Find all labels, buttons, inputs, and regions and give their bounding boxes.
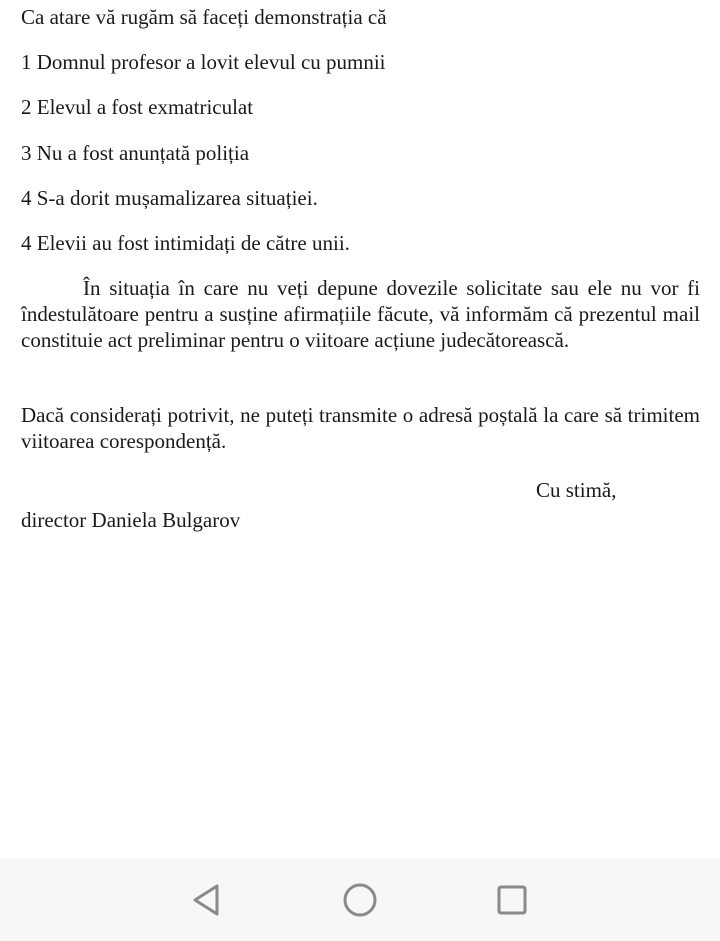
paragraph-address-text: Dacă considerați potrivit, ne puteți transmite o adresă poștală la care să trimitem viitoarea corespondență. [21,403,700,453]
closing-line: Cu stimă, [536,478,617,502]
list-item: 4 Elevii au fost intimidați de către unii. [21,231,350,255]
back-icon [188,882,224,918]
home-icon [342,882,378,918]
home-button[interactable] [338,878,382,922]
paragraph-notice [21,275,700,353]
android-navigation-bar [0,858,720,941]
list-item: 2 Elevul a fost exmatriculat [21,95,254,119]
recents-button[interactable] [490,878,534,922]
back-button[interactable] [184,878,228,922]
paragraph-address [21,402,700,454]
intro-line: Ca atare vă rugăm să faceți demonstrația că [21,5,387,29]
list-item: 1 Domnul profesor a lovit elevul cu pumnii [21,50,386,74]
paragraph-notice-text: În situația în care nu veți depune dovezile solicitate sau ele nu vor fi îndestulătoare pentru a susține afirmațiile făcute, vă informăm că prezentul mail constituie act preliminar pentru o viitoare acțiune judecătorească. [21,276,700,352]
recents-icon [494,882,530,918]
signature-line: director Daniela Bulgarov [21,508,241,532]
list-item: 3 Nu a fost anunțată poliția [21,141,250,165]
list-item: 4 S-a dorit mușamalizarea situației. [21,186,318,210]
